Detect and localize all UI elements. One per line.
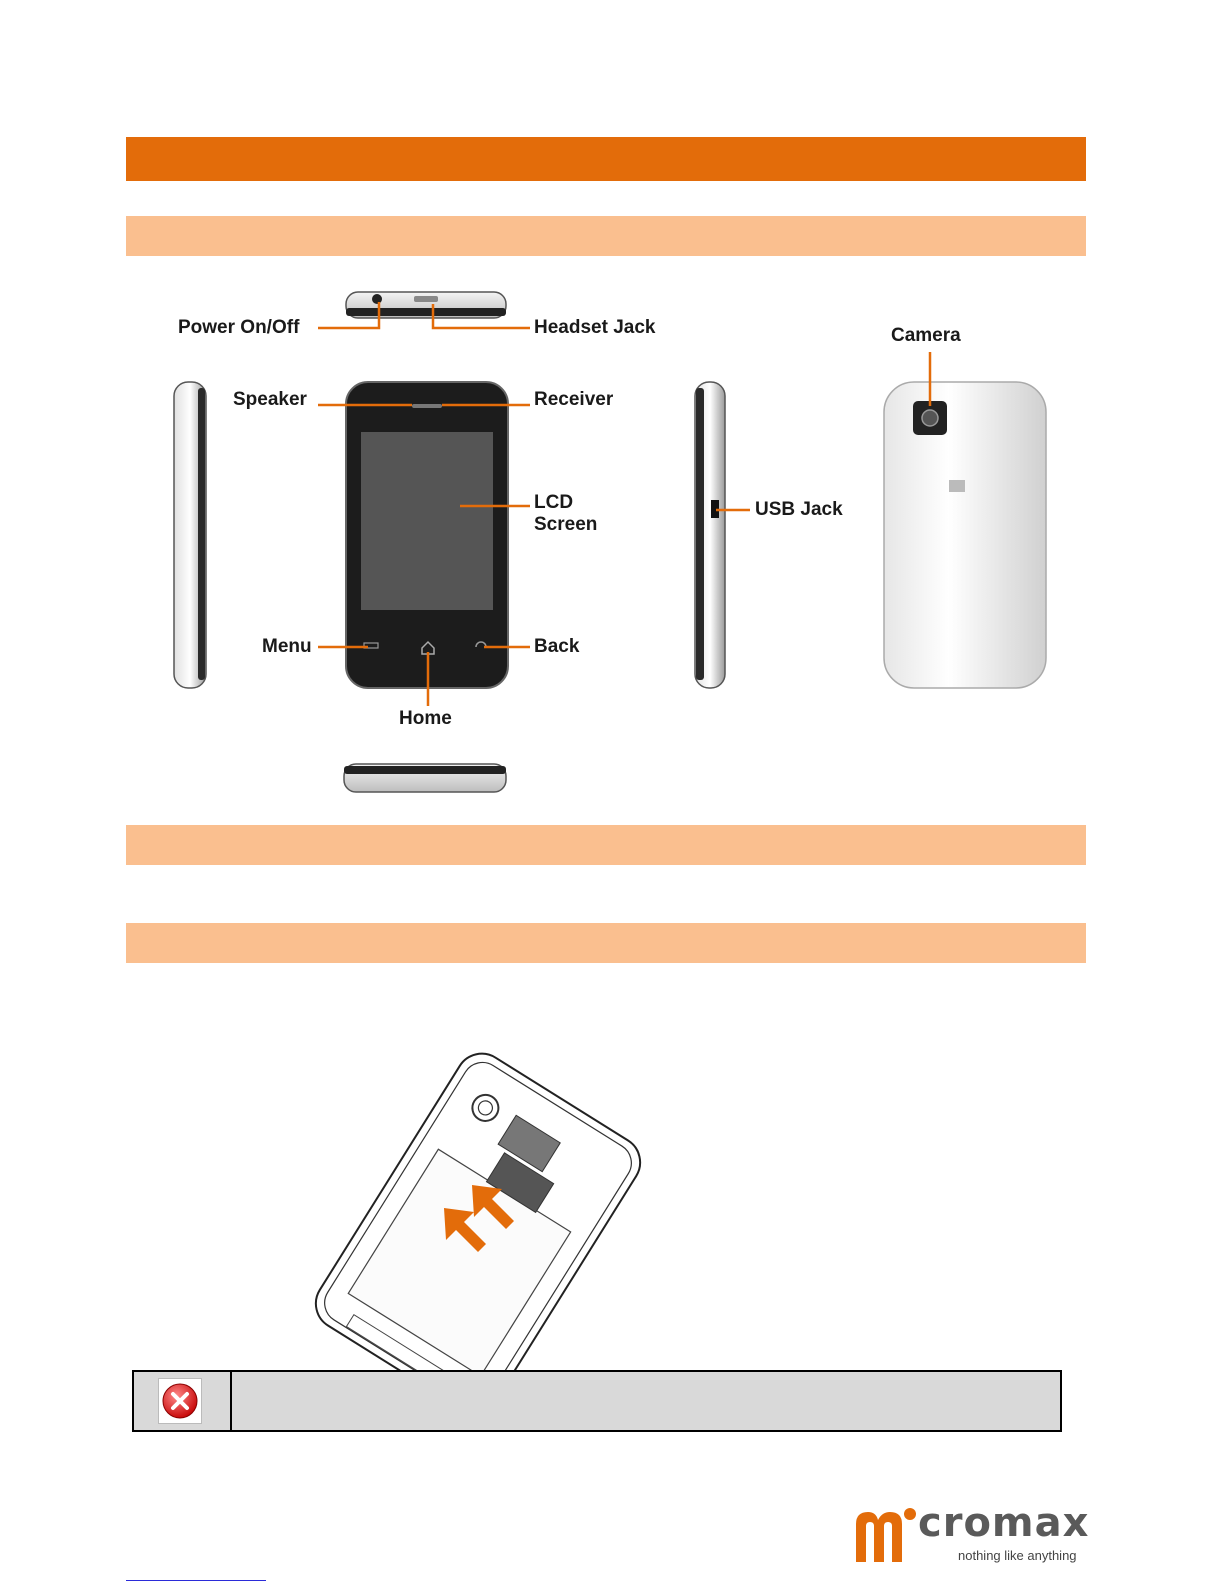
phone-right-side-view	[695, 382, 725, 688]
footer-link-underline	[126, 1580, 266, 1581]
warning-icon-cell	[134, 1372, 232, 1430]
phone-left-side-view	[174, 382, 206, 688]
label-speaker: Speaker	[233, 389, 307, 410]
label-camera: Camera	[891, 325, 961, 346]
label-back: Back	[534, 636, 580, 657]
label-lcd: LCD	[534, 492, 574, 513]
logo-tagline: nothing like anything	[958, 1548, 1077, 1563]
sim-slot-illustration	[306, 1044, 650, 1422]
phone-bottom-view	[344, 764, 506, 792]
label-power-on-off: Power On/Off	[178, 317, 300, 338]
label-headset-jack: Headset Jack	[534, 317, 656, 338]
label-home: Home	[399, 708, 452, 729]
label-receiver: Receiver	[534, 389, 614, 410]
label-screen: Screen	[534, 514, 598, 535]
warning-box	[132, 1370, 1062, 1432]
label-menu: Menu	[262, 636, 312, 657]
label-usb-jack: USB Jack	[755, 499, 843, 520]
phone-top-view	[346, 292, 506, 318]
phone-back-view	[884, 382, 1046, 688]
micromax-logo	[850, 1498, 1090, 1568]
logo-wordmark: cromax	[918, 1500, 1090, 1546]
phone-front-view	[346, 382, 508, 688]
error-x-icon	[158, 1378, 202, 1424]
